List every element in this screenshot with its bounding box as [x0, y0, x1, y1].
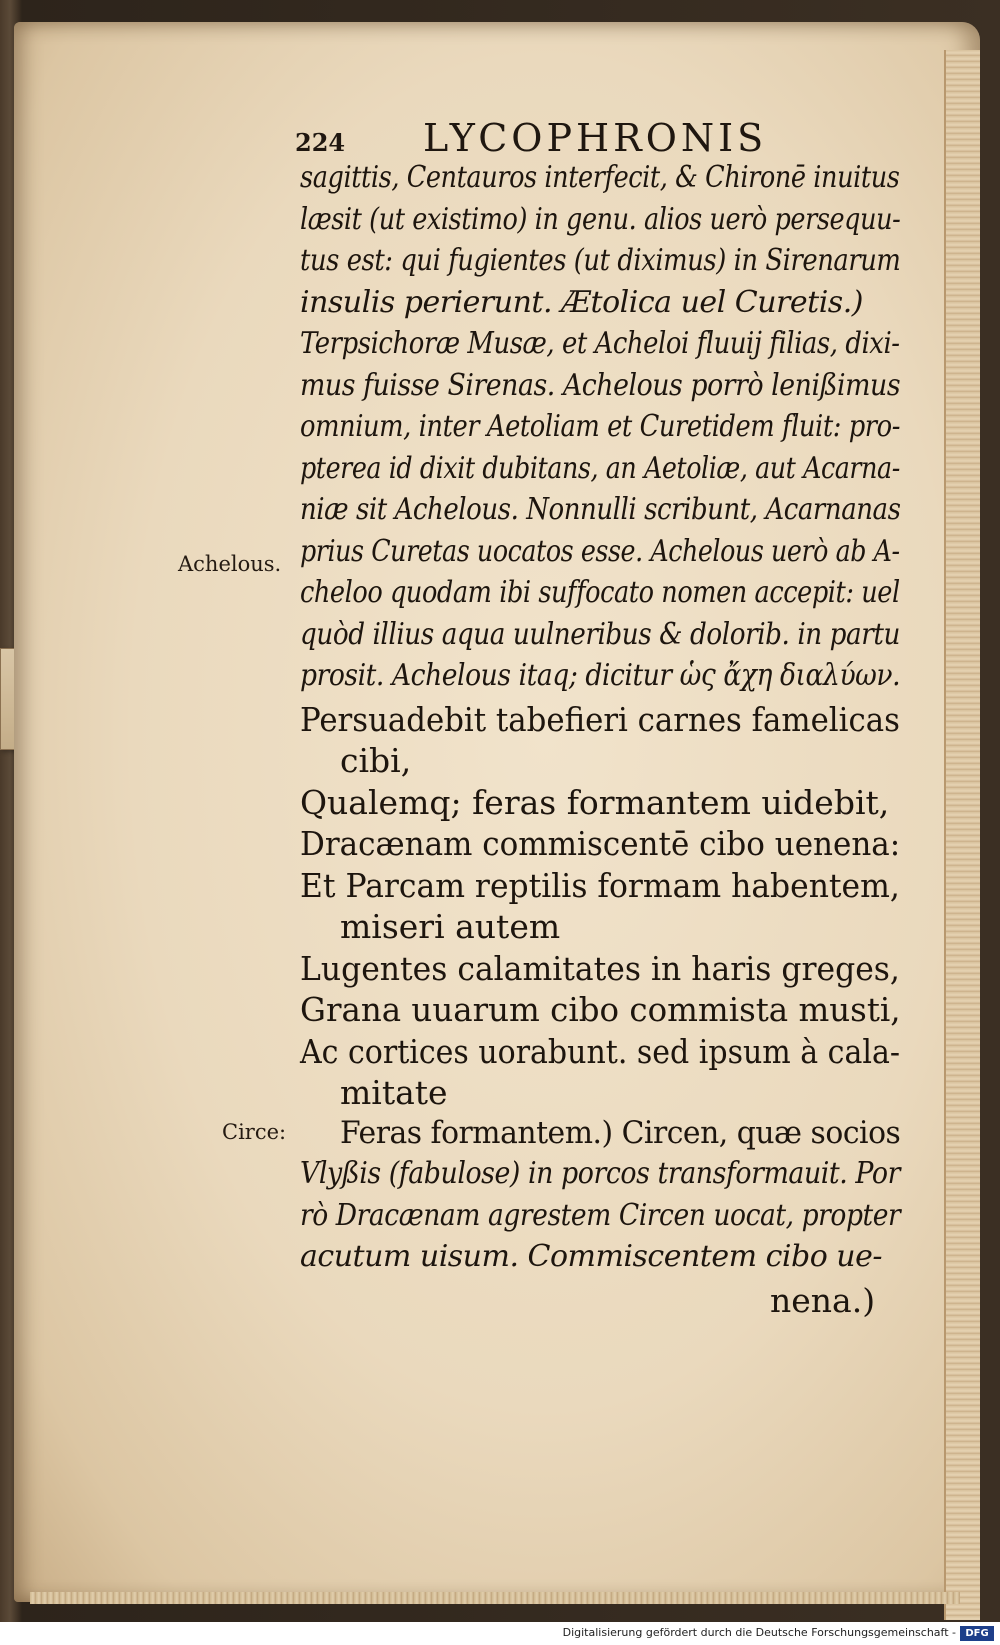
running-title: LYCOPHRONIS: [423, 116, 768, 160]
text-line: cheloo quodam ibi suffocato nomen accepit: uel: [300, 575, 900, 610]
text-line: Qualemq; feras formantem uidebit,: [300, 782, 890, 822]
text-line: Grana uuarum cibo commista musti,: [300, 990, 901, 1029]
text-line: prius Curetas uocatos esse. Achelous uerò ab A-: [300, 533, 900, 569]
text-line: Persuadebit tabefieri carnes famelicas: [300, 699, 900, 739]
text-line: Vlyßis (fabulose) in porcos transformauit. Por: [300, 1156, 901, 1191]
footer-credit: Digitalisierung gefördert durch die Deutsche Forschungsgemeinschaft -: [562, 1626, 956, 1639]
text-line: nena.): [770, 1280, 876, 1320]
page-header: [295, 112, 795, 162]
text-line: omnium, inter Aetoliam et Curetidem fluit: pro-: [300, 409, 901, 444]
text-line: sagittis, Centauros interfecit, & Chironē inuitus: [300, 160, 900, 195]
text-line: prosit. Achelous itaq; dicitur ὡς ἄχη διαλύων.: [300, 658, 901, 693]
text-line: mitate: [340, 1073, 448, 1112]
text-line: pterea id dixit dubitans, an Aetoliæ, aut Acarna-: [300, 450, 900, 486]
text-line: Ac cortices uorabunt. sed ipsum à cala-: [300, 1031, 900, 1071]
text-line: niæ sit Achelous. Nonnulli scribunt, Acarnanas: [300, 492, 901, 527]
bottom-page-edges: [30, 1592, 960, 1604]
text-line: Dracænam commiscentē cibo uenena:: [300, 824, 901, 863]
margin-note-achelous: Achelous.: [178, 552, 282, 576]
page-number: 224: [295, 128, 346, 157]
text-block: [300, 160, 901, 1320]
text-line: Et Parcam reptilis formam habentem,: [300, 865, 900, 905]
text-line: tus est: qui fugientes (ut diximus) in Sirenarum: [300, 243, 901, 278]
page-edge: [944, 50, 980, 1620]
text-line: mus fuisse Sirenas. Achelous porrò lenißimus: [300, 367, 901, 403]
footer-bar: [0, 1622, 1000, 1645]
text-line: insulis perierunt. Ætolica uel Curetis.): [300, 284, 863, 320]
dfg-logo: DFG: [960, 1626, 994, 1641]
margin-note-circe: Circe:: [222, 1120, 287, 1144]
text-line: quòd illius aqua uulneribus & dolorib. in partu: [300, 616, 900, 652]
text-line: Feras formantem.) Circen, quæ socios: [340, 1114, 901, 1151]
text-line: rò Dracænam agrestem Circen uocat, propter: [300, 1197, 901, 1233]
text-line: acutum uisum. Commiscentem cibo ue-: [300, 1239, 883, 1274]
text-line: cibi,: [340, 741, 412, 780]
text-line: læsit (ut existimo) in genu. alios uerò persequu-: [300, 201, 901, 237]
text-line: miseri autem: [340, 907, 561, 946]
text-line: Lugentes calamitates in haris greges,: [300, 948, 900, 988]
text-line: Terpsichoræ Musæ, et Acheloi fluuij filias, dixi-: [300, 326, 900, 361]
